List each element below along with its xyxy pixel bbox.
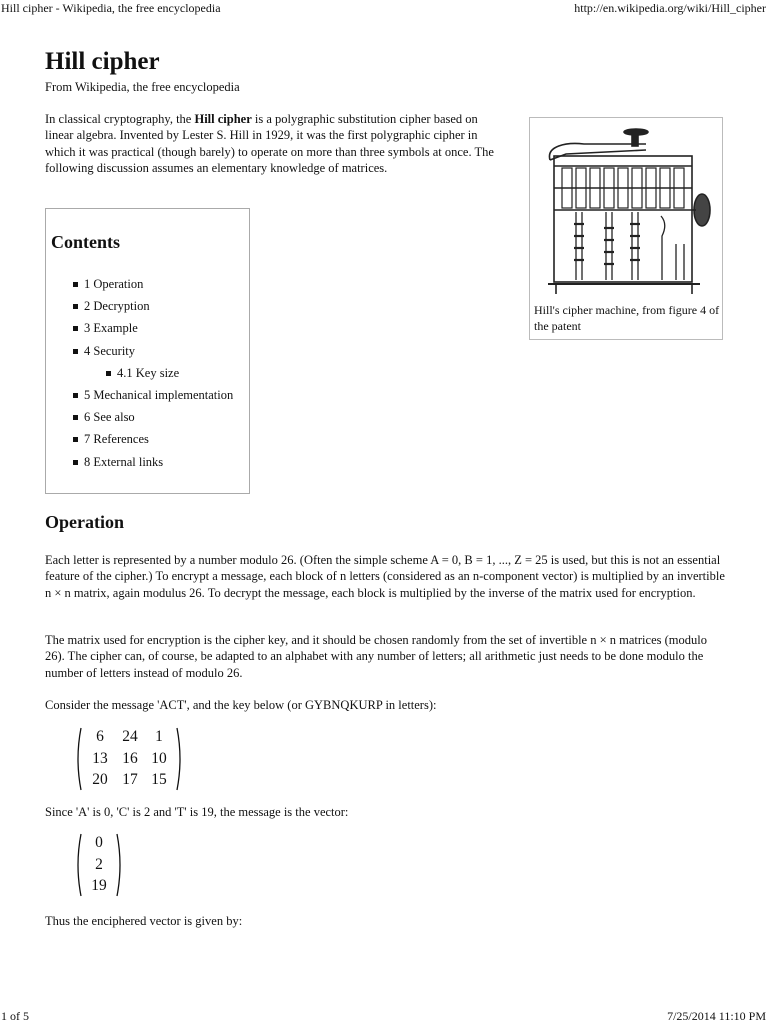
print-footer-page: 1 of 5 [1, 1009, 29, 1023]
right-paren-icon [116, 833, 123, 897]
message-vector [75, 833, 123, 897]
vector-cell: 2 [95, 855, 103, 873]
bullet-icon [73, 437, 78, 442]
operation-paragraph-1: Each letter is represented by a number modulo 26. (Often the simple scheme A = 0, B = 1, ..., Z = 25 is used, but this is not an essential feature of the cipher.) To encrypt a message, each block of n letters (considered as an n-component vector) is multiplied by an invertible n × n matrix, again modulus 26. To decrypt the message, each block is multiplied by the inverse of the matrix used for encryption. [45, 553, 725, 600]
bullet-icon [73, 282, 78, 287]
bullet-icon [73, 304, 78, 309]
message-vector-grid [82, 833, 116, 897]
key-matrix [75, 727, 183, 791]
operation-paragraph-3: Consider the message 'ACT', and the key below (or GYBNQKURP in letters): [45, 698, 437, 712]
table-of-contents [45, 208, 250, 494]
matrix-cell: 10 [151, 749, 167, 767]
matrix-cell: 16 [122, 749, 138, 767]
intro-paragraph [45, 111, 505, 176]
page-title: Hill cipher [45, 48, 160, 75]
matrix-cell: 6 [96, 728, 104, 745]
print-footer-date: 7/25/2014 11:10 PM [667, 1009, 766, 1023]
toc-link[interactable]: 6 See also [84, 410, 135, 425]
toc-link[interactable]: 1 Operation [84, 277, 144, 291]
toc-link[interactable]: 2 Decryption [84, 299, 150, 314]
cipher-machine-drawing-icon[interactable] [536, 124, 716, 300]
matrix-cell: 24 [122, 728, 138, 745]
section-heading-operation: Operation [45, 512, 124, 532]
operation-paragraph-5: Thus the enciphered vector is given by: [45, 914, 243, 928]
vector-cell: 0 [95, 834, 103, 851]
matrix-cell: 20 [92, 771, 108, 789]
key-matrix-grid [82, 727, 176, 791]
bullet-icon [73, 393, 78, 398]
matrix-cell: 1 [155, 728, 163, 745]
toc-link[interactable]: 3 Example [84, 321, 138, 336]
figure-thumbnail[interactable] [529, 117, 723, 340]
bullet-icon [73, 349, 78, 354]
left-paren-icon [75, 833, 82, 897]
figure-caption: Hill's cipher machine, from figure 4 of the patent [534, 303, 720, 333]
bullet-icon [106, 371, 111, 376]
bullet-icon [73, 326, 78, 331]
vector-cell: 19 [91, 877, 107, 895]
toc-link[interactable]: 4 Security [84, 343, 136, 358]
matrix-cell: 15 [151, 771, 167, 789]
matrix-cell: 17 [122, 771, 138, 789]
toc-link[interactable]: 8 External links [84, 454, 164, 469]
intro-lead: In classical cryptography, the [45, 112, 195, 126]
toc-title: Contents [51, 232, 121, 252]
toc-link[interactable]: 7 References [84, 432, 149, 447]
intro-rest: is a polygraphic substitution cipher based on linear algebra. Invented by Lester S. Hill in 1929, it was the first polygraphic cipher in which it was practical (though barely) to operate on more than three symbols at once. The following discussion assumes an elementary knowledge of matrices. [45, 112, 494, 175]
print-header-url: http://en.wikipedia.org/wiki/Hill_cipher [574, 1, 766, 15]
matrix-cell: 13 [92, 749, 108, 767]
bullet-icon [73, 460, 78, 465]
toc-link[interactable]: 4.1 Key size [117, 365, 180, 380]
left-paren-icon [75, 727, 82, 791]
bullet-icon [73, 415, 78, 420]
operation-paragraph-4: Since 'A' is 0, 'C' is 2 and 'T' is 19, the message is the vector: [45, 805, 349, 819]
right-paren-icon [176, 727, 183, 791]
operation-paragraph-2: The matrix used for encryption is the cipher key, and it should be chosen randomly from the set of invertible n × n matrices (modulo 26). The cipher can, of course, be adapted to an alphabet with any number of letters; all arithmetic just needs to be done modulo the number of letters instead of modulo 26. [45, 633, 707, 680]
intro-bold-term: Hill cipher [194, 112, 252, 126]
toc-link[interactable]: 5 Mechanical implementation [84, 387, 234, 402]
print-header-title: Hill cipher - Wikipedia, the free encyclopedia [1, 1, 221, 15]
page-subtitle: From Wikipedia, the free encyclopedia [45, 80, 240, 94]
